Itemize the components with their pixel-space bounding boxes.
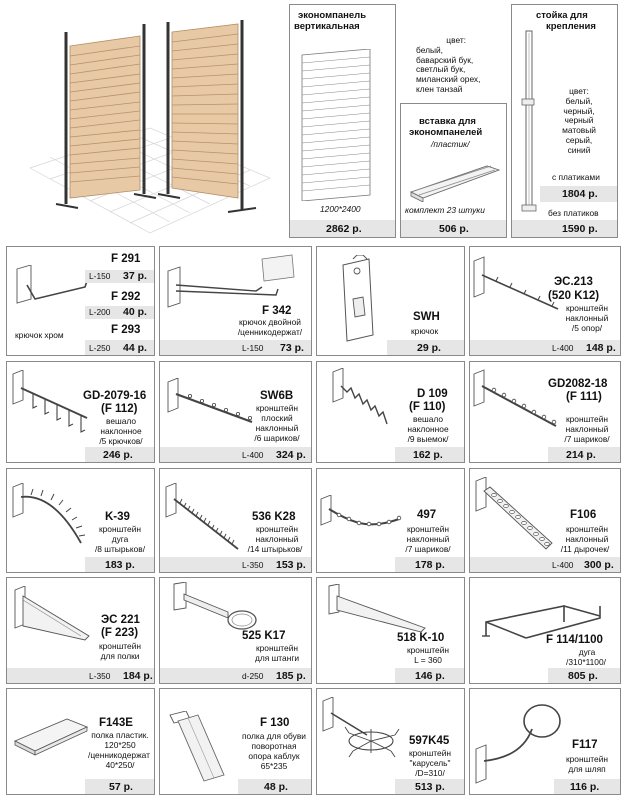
code-497: 497: [417, 509, 437, 521]
stand-card: [511, 4, 618, 238]
panel-title-2: вертикальная: [294, 21, 360, 32]
price-gd2082: 214 р.: [566, 449, 596, 461]
desc-k10-2: L = 360: [414, 655, 442, 665]
desc-d109-1: вешало: [412, 414, 444, 424]
panel-card: [289, 4, 396, 238]
desc-f106-3: /11 дырочек/: [560, 544, 610, 554]
price-f106: 300 р.: [584, 559, 614, 571]
wave-bracket-image: [319, 495, 403, 545]
cell-f106: [469, 468, 621, 573]
desc-d109-2: наклонное: [407, 424, 449, 434]
cell-f130: [159, 688, 312, 795]
stand-with-plates: с платиками: [552, 172, 600, 182]
panel-color-0: белый,: [416, 44, 443, 55]
slatwall-stand-illustration: [20, 18, 282, 240]
price-f292: 40 р.: [123, 306, 147, 318]
desc-sw6b-3: наклонный: [255, 423, 299, 433]
price-d109: 162 р.: [413, 449, 443, 461]
slatwall-panel-image: [298, 49, 374, 201]
dim-f293: L-250: [89, 343, 111, 353]
hole-bracket-image: [474, 477, 554, 557]
code-gd2082-2: (F 111): [566, 391, 602, 403]
panel-color-2: светлый бук,: [416, 64, 466, 75]
panel-color-label: цвет:: [446, 35, 466, 45]
desc-swh: крючок: [411, 326, 439, 336]
desc-f130-2: поворотная: [251, 741, 297, 751]
panel-title-1: экономпанель: [298, 10, 367, 21]
long-shelf-bracket-image: [321, 584, 431, 634]
cell-k45: [316, 688, 465, 795]
code-es221-2: (F 223): [101, 627, 139, 639]
pin-bracket-image: [164, 483, 244, 553]
desc-f143e-3: /ценникодержат: [88, 750, 150, 760]
code-d109-2: (F 110): [409, 401, 446, 413]
price-es213: 148 р.: [586, 342, 616, 354]
code-f292: F 292: [111, 291, 141, 303]
desc-k39-2: дуга: [111, 534, 129, 544]
stand-title-2: крепления: [546, 21, 596, 32]
stand-color-0: белый,: [565, 95, 593, 106]
desc-es221-1: кронштейн: [98, 641, 142, 651]
code-f117: F117: [572, 739, 598, 751]
stand-color-3: матовый: [562, 125, 596, 136]
cell-es221: [6, 577, 155, 684]
code-f143e: F143E: [99, 717, 133, 729]
desc-497-2: наклонный: [406, 534, 450, 544]
waterfall-hooks-image: [11, 370, 91, 440]
desc-f130-3: опора каблук: [248, 751, 300, 761]
dim-es213: L-400: [552, 343, 574, 353]
desc-es213-1: кронштейн: [565, 303, 609, 313]
price-f130: 48 р.: [264, 781, 288, 793]
code-f291: F 291: [111, 253, 141, 265]
code-gd2079-2: (F 112): [101, 403, 138, 415]
desc-f291: крючок хром: [15, 330, 64, 340]
desc-k17-2: для штанги: [254, 653, 300, 663]
code-es213-1: ЭС.213: [554, 276, 593, 288]
insert-material: /пластик/: [431, 139, 470, 149]
insert-profile-image: [407, 162, 503, 202]
desc-es213-2: наклонный: [565, 313, 609, 323]
arc-bracket-image: [11, 483, 85, 553]
desc-gd2082-2: наклонный: [565, 424, 609, 434]
desc-d109-3: /9 выемок/: [407, 434, 449, 444]
desc-f143e-4: 40*250/: [105, 760, 135, 770]
dim-k28: L-350: [242, 560, 264, 570]
stand-color-2: черный: [564, 115, 594, 126]
price-k17: 185 р.: [276, 670, 306, 682]
code-gd2082-1: GD2082-18: [548, 378, 608, 390]
dim-f292: L-200: [89, 307, 111, 317]
cell-gd2082: [469, 361, 621, 463]
desc-gd2079-1: вешало: [105, 416, 137, 426]
code-swh: SWH: [413, 311, 440, 323]
price-f293: 44 р.: [123, 342, 147, 354]
price-k28: 153 р.: [276, 559, 306, 571]
desc-f106-1: кронштейн: [565, 524, 609, 534]
desc-f130-1: полка для обуви: [242, 731, 306, 741]
desc-k39-3: /8 штырьков/: [94, 544, 146, 554]
desc-k17-1: кронштейн: [255, 643, 299, 653]
price-f114: 805 р.: [568, 670, 598, 682]
stand-price-without: 1590 р.: [562, 223, 598, 235]
stand-without-plates: без платиков: [548, 208, 599, 218]
dim-f106: L-400: [552, 560, 574, 570]
code-f293: F 293: [111, 324, 141, 336]
desc-f117-1: кронштейн: [565, 754, 609, 764]
code-f114: F 114/1100: [546, 634, 603, 646]
desc-k28-2: наклонный: [255, 534, 299, 544]
desc-k28-3: /14 штырьков/: [247, 544, 303, 554]
desc-sw6b-2: плоский: [261, 413, 293, 423]
flat-bracket-image: [166, 378, 256, 428]
panel-color-4: клен танзай: [416, 83, 463, 94]
notched-waterfall-image: [321, 368, 391, 448]
price-f291: 37 р.: [123, 270, 147, 282]
price-f342: 73 р.: [280, 342, 304, 354]
dim-k17: d-250: [242, 671, 264, 681]
desc-es221-2: для полки: [100, 651, 140, 661]
desc-k45-3: /D=310/: [415, 768, 445, 778]
desc-k39-1: кронштейн: [98, 524, 142, 534]
bracket-5-image: [472, 255, 562, 315]
insert-title-1: вставка для: [419, 116, 476, 127]
code-f106: F106: [570, 509, 597, 521]
panel-color-1: баварский бук,: [416, 54, 474, 65]
desc-f117-2: для шляп: [568, 764, 606, 774]
panel-price: 2862 р.: [326, 223, 362, 235]
panel-color-3: миланский орех,: [416, 74, 481, 85]
swh-hook-image: [339, 255, 379, 345]
dim-f291: L-150: [89, 271, 111, 281]
cell-f143e: [6, 688, 155, 795]
stand-title-1: стойка для: [536, 10, 588, 21]
price-es221: 184 р.: [123, 670, 153, 682]
stand-color-4: серый,: [565, 134, 593, 145]
plastic-shelf-image: [11, 713, 91, 763]
cell-f291: [6, 246, 155, 356]
price-k45: 513 р.: [415, 781, 445, 793]
cell-swh: [316, 246, 465, 356]
desc-f130-4: 65*235: [260, 761, 288, 771]
panel-size: 1200*2400: [320, 204, 361, 214]
double-hook-image: [166, 251, 306, 311]
desc-k28-1: кронштейн: [255, 524, 299, 534]
code-sw6b: SW6B: [260, 390, 294, 402]
cell-es213: [469, 246, 621, 356]
cell-gd2079: [6, 361, 155, 463]
cell-sw6b: [159, 361, 312, 463]
price-swh: 29 р.: [417, 342, 441, 354]
desc-gd2079-2: наклонное: [100, 426, 142, 436]
desc-gd2079-3: /5 крючков/: [99, 436, 143, 446]
desc-es213-3: /5 опор/: [571, 323, 603, 333]
desc-f342-1: крючок двойной: [239, 317, 301, 327]
dim-es221: L-350: [89, 671, 111, 681]
cell-f117: [469, 688, 621, 795]
insert-set: комплект 23 штуки: [405, 205, 485, 215]
desc-f114-1: дуга: [578, 647, 596, 657]
dim-sw6b: L-400: [242, 450, 264, 460]
dim-f342: L-150: [242, 343, 264, 353]
insert-card: [400, 103, 507, 238]
hat-bracket-image: [472, 699, 572, 789]
price-k39: 183 р.: [105, 559, 135, 571]
code-es213-2: (520 K12): [548, 290, 600, 302]
code-k17: 525 K17: [242, 630, 286, 642]
desc-gd2082-1: кронштейн: [565, 414, 609, 424]
shelf-bracket-image: [11, 586, 91, 646]
code-f342: F 342: [262, 305, 292, 317]
desc-k45-2: "карусель": [409, 758, 451, 768]
desc-k45-1: кронштейн: [408, 748, 452, 758]
cell-k10: [316, 577, 465, 684]
desc-f114-2: /310*1100/: [566, 657, 606, 667]
desc-f143e-2: 120*250: [104, 740, 136, 750]
desc-497-3: /7 шариков/: [405, 544, 451, 554]
price-f117: 116 р.: [570, 781, 600, 793]
price-f143e: 57 р.: [109, 781, 133, 793]
desc-sw6b-1: кронштейн: [255, 403, 299, 413]
desc-f342-2: /ценникодержат/: [237, 327, 303, 337]
price-sw6b: 324 р.: [276, 449, 306, 461]
insert-title-2: экономпанелей: [409, 127, 483, 138]
desc-gd2082-3: /7 шариков/: [564, 434, 610, 444]
cell-497: [316, 468, 465, 573]
code-f130: F 130: [260, 717, 290, 729]
carousel-bracket-image: [319, 697, 403, 773]
cell-k39: [6, 468, 155, 573]
cell-f114: [469, 577, 621, 684]
hook-image: [11, 265, 91, 315]
price-gd2079: 246 р.: [103, 449, 133, 461]
shoe-shelf-image: [164, 711, 244, 787]
desc-f143e-1: полка пластик.: [91, 730, 149, 740]
cell-k17: [159, 577, 312, 684]
stand-color-label: цвет:: [569, 86, 589, 96]
stand-color-1: черный,: [563, 105, 595, 116]
stand-price-with: 1804 р.: [562, 188, 598, 200]
rail-bracket-image: [164, 582, 260, 632]
code-gd2079-1: GD-2079-16: [83, 390, 147, 402]
insert-price: 506 р.: [439, 223, 469, 235]
desc-k10-1: кронштейн: [406, 645, 450, 655]
code-k39: K-39: [105, 511, 130, 523]
code-es221-1: ЭС 221: [101, 614, 140, 626]
stand-color-5: синий: [567, 144, 591, 155]
desc-f106-2: наклонный: [565, 534, 609, 544]
code-d109-1: D 109: [417, 388, 448, 400]
cell-k28: [159, 468, 312, 573]
price-497: 178 р.: [415, 559, 445, 571]
cell-d109: [316, 361, 465, 463]
desc-sw6b-4: /6 шариков/: [254, 433, 300, 443]
panel-colors: [402, 36, 506, 95]
code-k10: 518 K-10: [397, 632, 445, 644]
code-k28: 536 K28: [252, 511, 296, 523]
stand-upright-image: [520, 29, 542, 219]
stand-colors: [546, 87, 612, 156]
desc-497-1: кронштейн: [406, 524, 450, 534]
code-k45: 597K45: [409, 735, 450, 747]
cell-f342: [159, 246, 312, 356]
price-k10: 146 р.: [415, 670, 445, 682]
